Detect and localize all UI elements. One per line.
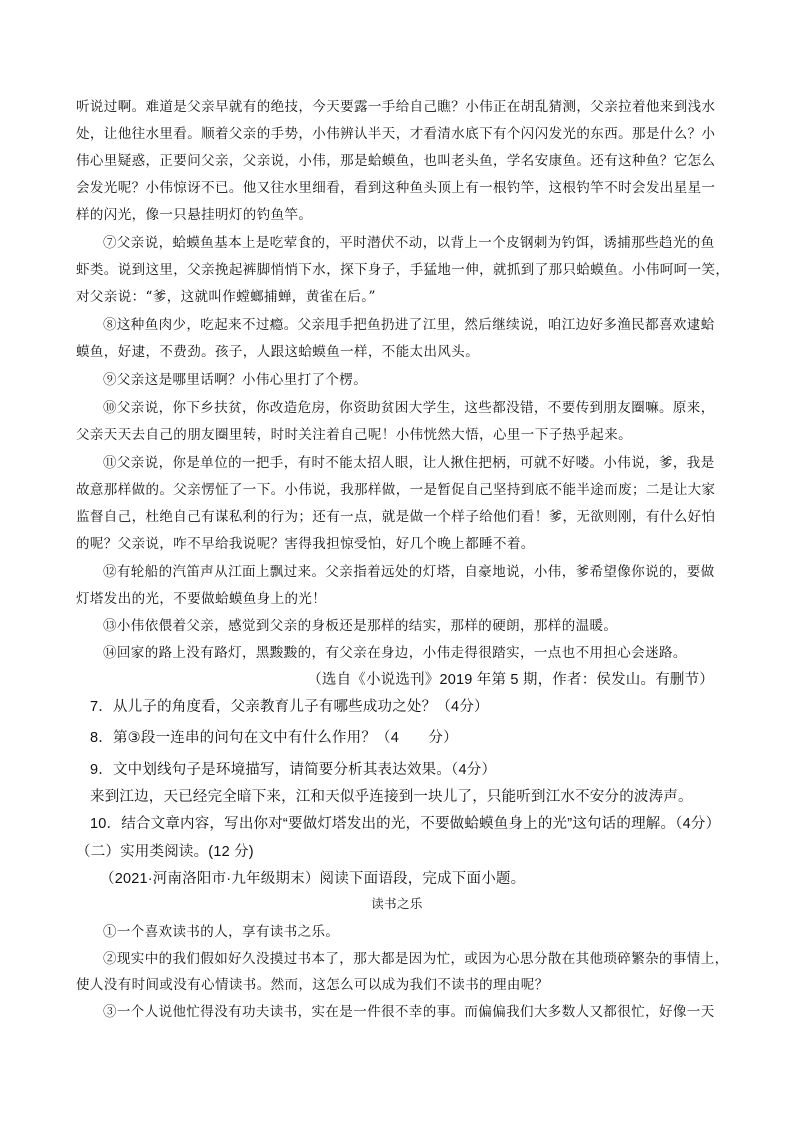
text-line: 伟心里疑惑，正要问父亲，父亲说，小伟，那是蛤蟆鱼，也叫老头鱼，学名安康鱼。还有这种鱼？它怎么 [76, 153, 716, 169]
paragraph-14: ⑭回家的路上没有路灯，黑黢黢的，有父亲在身边，小伟走得很踏实，一点也不用担心会迷路。 [103, 645, 687, 661]
reading-paragraph-1: ①一个喜欢读书的人，享有读书之乐。 [103, 924, 340, 940]
text-line: 对父亲说：“爹，这就叫作螳螂捕蝉，黄雀在后。” [76, 289, 376, 305]
text-line: 处，让他往水里看。顺着父亲的手势，小伟辨认半天，才看清水底下有个闪闪发光的东西。那是什么？小 [76, 126, 716, 142]
paragraph-13: ⑬小伟依偎着父亲，感觉到父亲的身板还是那样的结实，那样的硬朗，那样的温暖。 [103, 618, 618, 634]
source-citation: （选自《小说选刊》2019 年第 5 期，作者：侯发山。有删节） [307, 672, 714, 688]
text-line: 监督自己，杜绝自己有谋私利的行为；还有一点，就是做一个样子给他们看！爹，无欲则刚，有什么好怕 [76, 509, 716, 525]
reading-paragraph-3-start: ③一个人说他忙得没有功夫读书，实在是一件很不幸的事。而偏偏我们大多数人又都很忙，好像一天 [103, 1004, 715, 1020]
paragraph-8-start: ⑧这种鱼肉少，吃起来不过瘾。父亲甩手把鱼扔进了江里，然后继续说，咱江边好多渔民都喜欢逮蛤 [103, 317, 715, 333]
reading-paragraph-2-start: ②现实中的我们假如好久没摸过书本了，那大都是因为忙，或因为心思分散在其他琐碎繁杂的事情上， [103, 951, 729, 967]
text-line: 父亲天天去自己的朋友圈里转，时时关注着自己呢！小伟恍然大悟，心里一下子热乎起来。 [76, 427, 632, 443]
question-10: 10．结合文章内容，写出你对“要做灯塔发出的光，不要做蛤蟆鱼身上的光”这句话的理解。（4分） [90, 816, 721, 832]
article-title: 读书之乐 [371, 896, 423, 911]
text-line: 蟆鱼，好逮，不费劲。孩子，人跟这蛤蟆鱼一样，不能太出风头。 [76, 344, 480, 360]
question-9-sentence: 来到江边，天已经完全暗下来，江和天似乎连接到一块儿了，只能听到江水不安分的波涛声。 [90, 789, 693, 805]
text-line: 虾类。说到这里，父亲挽起裤脚悄悄下水，探下身子，手猛地一伸，就抓到了那只蛤蟆鱼。小伟呵呵一笑， [76, 262, 730, 278]
paragraph-7-start: ⑦父亲说，蛤蟆鱼基本上是吃荤食的，平时潜伏不动，以背上一个皮钢刺为钓饵，诱捕那些趋光的鱼 [103, 235, 715, 251]
text-line: 会发光呢？小伟惊讶不已。他又往水里细看，看到这种鱼头顶上有一根钓竿，这根钓竿不时会发出星星一 [76, 180, 716, 196]
paragraph-12-start: ⑫有轮船的汽笛声从江面上飘过来。父亲指着远处的灯塔，自豪地说，小伟，爹希望像你说的，要做 [103, 564, 715, 580]
paragraph-9: ⑨父亲这是哪里话啊？小伟心里打了个楞。 [103, 372, 368, 388]
paragraph-11-start: ⑪父亲说，你是单位的一把手，有时不能太招人眼，让人揪住把柄，可就不好喽。小伟说，爹，我是 [103, 455, 715, 471]
text-line: 使人没有时间或没有心情读书。然而，这怎么可以成为我们不读书的理由呢？ [76, 977, 549, 993]
question-7: 7．从儿子的角度看，父亲教育儿子有哪些成功之处？（4分） [90, 699, 489, 715]
question-9: 9．文中划线句子是环境描写，请简要分析其表达效果。（4分） [90, 762, 497, 778]
text-line: 故意那样做的。父亲愣怔了一下。小伟说，我那样做，一是暂促自己坚持到底不能半途而废；二是让大家 [76, 482, 716, 498]
section-heading: （二）实用类阅读。(12 分) [76, 844, 254, 860]
text-line: 听说过啊。难道是父亲早就有的绝技，今天要露一手给自己瞧？小伟正在胡乱猜测，父亲拉着他来到浅水 [76, 99, 716, 115]
text-line: 样的闪光，像一只悬挂明灯的钓鱼竿。 [76, 207, 313, 223]
question-source: （2021·河南洛阳市·九年级期末）阅读下面语段，完成下面小题。 [100, 871, 526, 887]
question-8: 8．第③段一连串的问句在文中有什么作用？（4 分） [90, 730, 458, 746]
text-line: 灯塔发出的光，不要做蛤蟆鱼身上的光！ [76, 591, 327, 607]
text-line: 的呢？父亲说，咋不早给我说呢？害得我担惊受怕，好几个晚上都睡不着。 [76, 536, 535, 552]
paragraph-10-start: ⑩父亲说，你下乡扶贫，你改造危房，你资助贫困大学生，这些都没错，不要传到朋友圈嘛。原来， [103, 400, 715, 416]
